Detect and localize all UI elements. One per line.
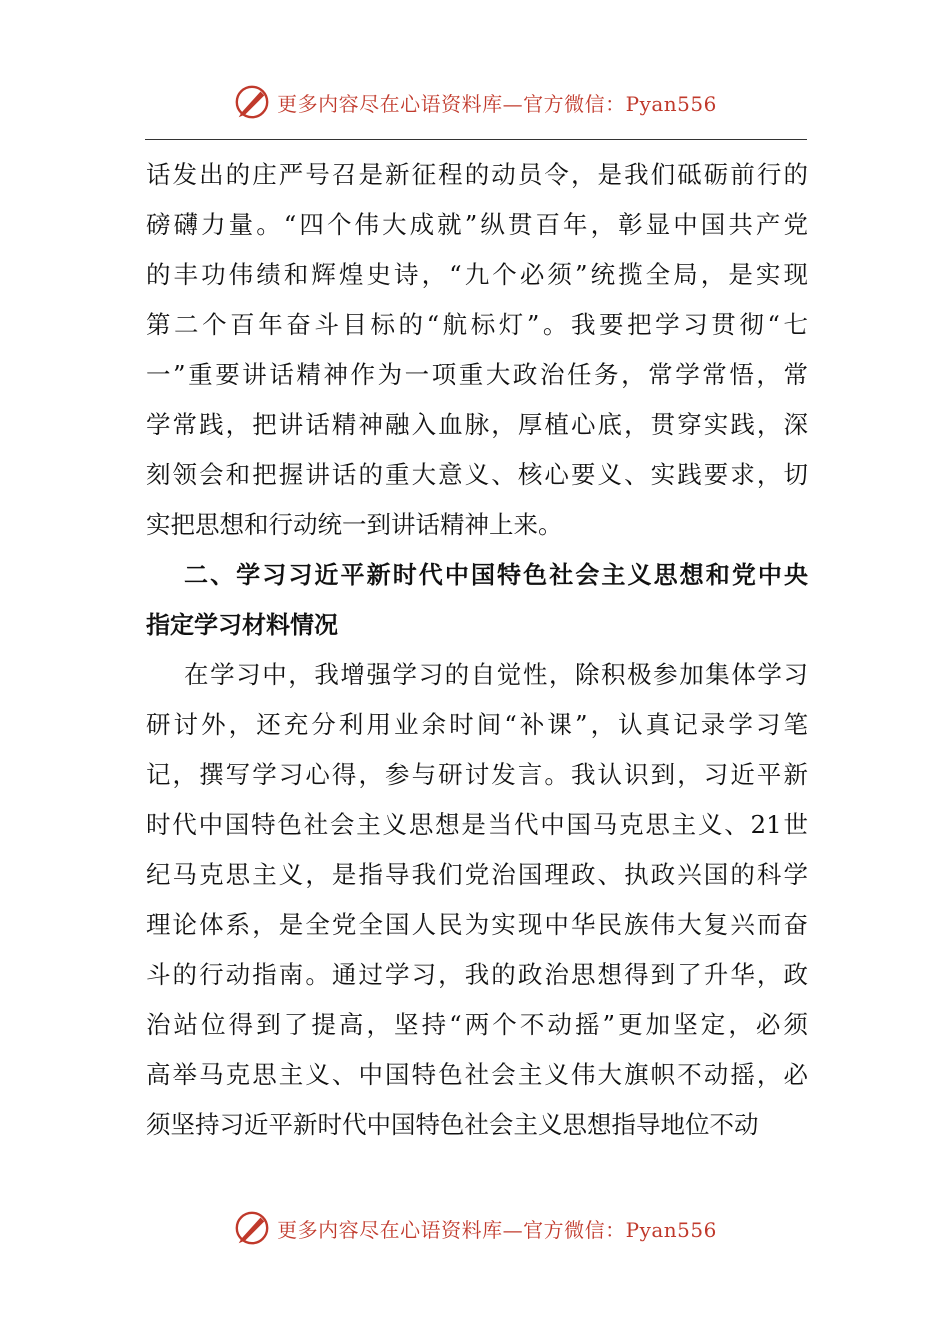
header-watermark [0, 82, 950, 122]
section-heading-line: 指定学习材料情况 [146, 611, 338, 639]
paragraph-line: 的丰功伟绩和辉煌史诗，“九个必须”统揽全局，是实现 [146, 260, 808, 289]
footer-watermark [0, 1208, 950, 1248]
watermark-text: 更多内容尽在心语资料库—官方微信：Pyan556 [277, 1217, 717, 1242]
section-heading-line: 二、学习习近平新时代中国特色社会主义思想和党中央 [184, 561, 808, 589]
paragraph-line: 理论体系，是全党全国人民为实现中华民族伟大复兴而奋 [146, 910, 808, 939]
header-divider [145, 139, 807, 140]
paragraph-line: 时代中国特色社会主义思想是当代中国马克思主义、21世 [146, 810, 808, 839]
paragraph-line: 磅礴力量。“四个伟大成就”纵贯百年，彰显中国共产党 [146, 210, 808, 239]
paragraph-line: 第二个百年奋斗目标的“航标灯”。我要把学习贯彻“七 [146, 310, 808, 339]
document-body [146, 150, 808, 1150]
paragraph-line: 治站位得到了提高，坚持“两个不动摇”更加坚定，必须 [146, 1010, 808, 1039]
paragraph-line: 纪马克思主义，是指导我们党治国理政、执政兴国的科学 [146, 860, 808, 889]
pen-logo-icon [233, 83, 271, 121]
paragraph-line: 刻领会和把握讲话的重大意义、核心要义、实践要求，切 [146, 460, 808, 489]
paragraph-line: 记，撰写学习心得，参与研讨发言。我认识到，习近平新 [146, 760, 808, 789]
paragraph-line: 实把思想和行动统一到讲话精神上来。 [146, 510, 563, 539]
paragraph-line: 一”重要讲话精神作为一项重大政治任务，常学常悟，常 [146, 360, 808, 389]
paragraph-line: 在学习中，我增强学习的自觉性，除积极参加集体学习 [184, 660, 808, 689]
paragraph-line: 学常践，把讲话精神融入血脉，厚植心底，贯穿实践，深 [146, 410, 808, 439]
paragraph-line: 斗的行动指南。通过学习，我的政治思想得到了升华，政 [146, 960, 808, 989]
pen-logo-icon [233, 1209, 271, 1247]
paragraph-line: 高举马克思主义、中国特色社会主义伟大旗帜不动摇，必 [146, 1060, 808, 1089]
paragraph-line: 话发出的庄严号召是新征程的动员令，是我们砥砺前行的 [146, 160, 808, 189]
watermark-text: 更多内容尽在心语资料库—官方微信：Pyan556 [277, 91, 717, 116]
paragraph-line: 研讨外，还充分利用业余时间“补课”，认真记录学习笔 [146, 710, 808, 739]
paragraph-line: 须坚持习近平新时代中国特色社会主义思想指导地位不动 [146, 1110, 759, 1139]
